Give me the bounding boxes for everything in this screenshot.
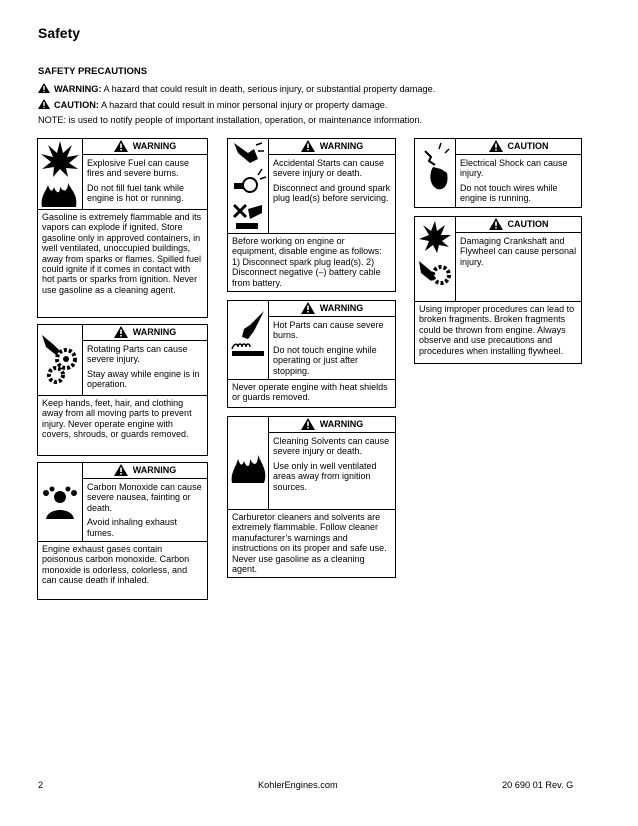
section-title: SAFETY PRECAUTIONS (38, 66, 148, 77)
electric-shock-hand-icon (415, 139, 456, 207)
caution-box-electrical-shock (414, 138, 582, 208)
footer-website: KohlerEngines.com (258, 780, 338, 790)
warning-box-carbon-monoxide (37, 462, 208, 600)
legend-note: NOTE: is used to notify people of important installation, operation, or maintenance information. (38, 115, 423, 125)
box-message: Carbon Monoxide can cause severe nausea, fainting or death. Avoid inhaling exhaust fumes. (87, 482, 202, 538)
warning-box-explosive-fuel (37, 138, 208, 318)
warning-box-accidental-starts (227, 138, 396, 292)
box-header: WARNING (268, 301, 395, 317)
footer-doc-number: 20 690 01 Rev. G (502, 780, 574, 790)
box-footer: Before working on engine or equipment, disable engine as follows: 1) Disconnect spark plug lead(s). 2) Disconnect negative (–) battery cable from battery. (228, 233, 395, 288)
legend-warning-text: A hazard that could result in death, serious injury, or substantial property damage. (101, 84, 436, 94)
box-footer: Carburetor cleaners and solvents are extremely flammable. Follow cleaner manufacturer’s warnings and instructions on its proper and safe use. Never use gasoline as a cleaning agent. (228, 509, 395, 574)
box-header: CAUTION (455, 217, 581, 233)
warning-box-cleaning-solvents (227, 416, 396, 578)
box-footer: Engine exhaust gases contain poisonous carbon monoxide. Carbon monoxide is odorless, colorless, and can cause death if inhaled. (38, 541, 207, 586)
toxic-fumes-person-icon (38, 463, 83, 541)
page-title: Safety (38, 25, 81, 41)
accidental-start-icons (228, 139, 269, 233)
box-message: Damaging Crankshaft and Flywheel can cause personal injury. (460, 236, 577, 267)
legend-caution (38, 99, 387, 110)
box-header: CAUTION (455, 139, 581, 155)
box-header: WARNING (268, 417, 395, 433)
box-footer: Gasoline is extremely flammable and its vapors can explode if ignited. Store gasoline only in approved containers, in well ventilated, unoccupied buildings, away from sparks or flames. Spilled fuel could ignite if it comes in contact with hot parts or sparks from ignition. Never use gasoline as a cleaning agent. (38, 209, 207, 295)
legend-warning (38, 83, 435, 94)
box-footer: Never operate engine with heat shields or guards removed. (228, 379, 395, 403)
warning-box-rotating-parts (37, 324, 208, 456)
box-header: WARNING (82, 463, 207, 479)
box-header: WARNING (82, 139, 207, 155)
flywheel-explosion-icon (415, 217, 456, 301)
flame-icon (228, 417, 269, 509)
hot-surface-hand-icon (228, 301, 269, 379)
legend-caution-text: A hazard that could result in minor personal injury or property damage. (98, 100, 388, 110)
box-header: WARNING (82, 325, 207, 341)
caution-box-crankshaft-flywheel (414, 216, 582, 364)
legend-caution-label: CAUTION: (54, 100, 99, 110)
box-header: WARNING (268, 139, 395, 155)
legend-warning-label: WARNING: (54, 84, 102, 94)
warning-triangle-icon (38, 83, 50, 93)
box-message: Rotating Parts can cause severe injury. Stay away while engine is in operation. (87, 344, 200, 390)
box-message: Electrical Shock can cause injury. Do not touch wires while engine is running. (460, 158, 568, 204)
box-message: Cleaning Solvents can cause severe injury or death. Use only in well ventilated areas away from ignition sources. (273, 436, 390, 492)
page-number: 2 (38, 780, 44, 790)
box-message: Hot Parts can cause severe burns. Do not touch engine while operating or just after stopping. (273, 320, 384, 376)
box-message: Explosive Fuel can cause fires and severe burns. Do not fill fuel tank while engine is hot or running. (87, 158, 190, 204)
warning-box-hot-parts (227, 300, 396, 408)
rotating-gear-hand-icon (38, 325, 83, 395)
box-message: Accidental Starts can cause severe injury or death. Disconnect and ground spark plug lead(s) before servicing. (273, 158, 391, 204)
box-footer: Keep hands, feet, hair, and clothing away from all moving parts to prevent injury. Never operate engine with covers, shrouds, or guards removed. (38, 395, 207, 440)
explosion-fire-icon (38, 139, 83, 209)
caution-triangle-icon (38, 99, 50, 109)
box-footer: Using improper procedures can lead to broken fragments. Broken fragments could be thrown from engine. Always observe and use precautions and procedures when installing flywheel. (415, 301, 581, 356)
